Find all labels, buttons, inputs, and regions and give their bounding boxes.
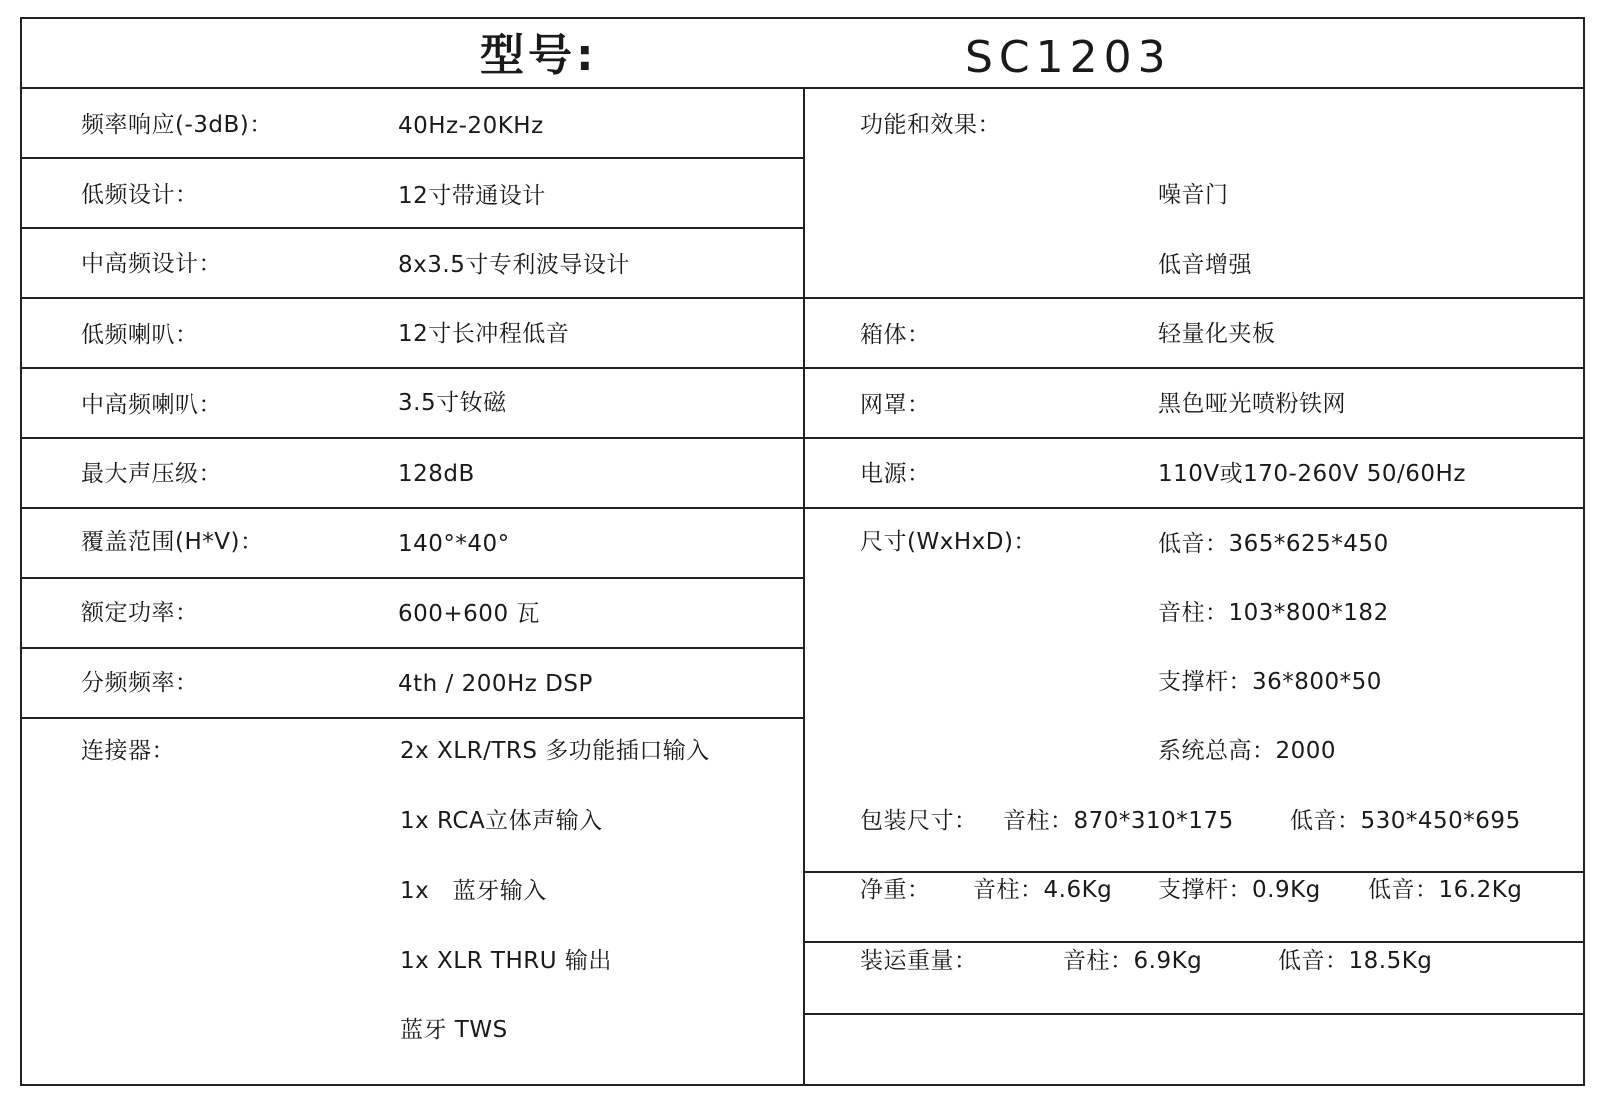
spec-label-cabinet: 箱体： — [860, 322, 931, 348]
right-row-divider — [803, 1013, 1585, 1015]
model-label: 型号: — [480, 30, 598, 81]
spec-value-rated-power: 600+600 瓦 — [398, 601, 540, 627]
spec-label-connectors: 连接器： — [81, 738, 175, 764]
connector-item: 1x RCA立体声输入 — [400, 808, 603, 834]
spec-label-shipping-weight: 装运重量： — [860, 948, 978, 974]
left-row-divider — [20, 577, 804, 579]
net-weight-pole: 支撑杆：0.9Kg — [1158, 877, 1321, 903]
right-row-divider — [803, 871, 1585, 873]
spec-value-cabinet: 轻量化夹板 — [1158, 321, 1276, 347]
connector-item: 2x XLR/TRS 多功能插口输入 — [400, 738, 710, 764]
connector-item: 蓝牙 TWS — [400, 1017, 508, 1043]
spec-value-mid-high-driver: 3.5寸钕磁 — [398, 390, 507, 416]
left-row-divider — [20, 227, 804, 229]
connector-item: 1x 蓝牙输入 — [400, 878, 547, 904]
spec-label-rated-power: 额定功率： — [81, 600, 199, 626]
shipping-weight-column: 音柱：6.9Kg — [1063, 948, 1203, 974]
dimension-item: 支撑杆：36*800*50 — [1158, 669, 1382, 695]
dimension-item: 系统总高：2000 — [1158, 738, 1337, 764]
spec-label-net-weight: 净重： — [860, 877, 931, 903]
spec-label-crossover: 分频频率： — [81, 670, 199, 696]
spec-value-mid-high-design: 8x3.5寸专利波导设计 — [398, 252, 630, 278]
spec-label-features: 功能和效果： — [860, 112, 1001, 138]
spec-value-grille: 黑色哑光喷粉铁网 — [1158, 391, 1346, 417]
spec-label-power: 电源： — [860, 461, 931, 487]
net-weight-column: 音柱：4.6Kg — [973, 877, 1113, 903]
spec-value-low-driver: 12寸长冲程低音 — [398, 321, 570, 347]
spec-label-packing: 包装尺寸： — [860, 808, 978, 834]
packing-bass: 低音：530*450*695 — [1290, 808, 1521, 834]
spec-value-low-design: 12寸带通设计 — [398, 183, 546, 209]
column-divider — [803, 87, 805, 1086]
left-row-divider — [20, 157, 804, 159]
connector-item: 1x XLR THRU 输出 — [400, 948, 612, 974]
spec-value-frequency-response: 40Hz-20KHz — [398, 113, 544, 139]
feature-item: 低音增强 — [1158, 252, 1252, 278]
spec-value-coverage: 140°*40° — [398, 531, 510, 557]
packing-column: 音柱：870*310*175 — [1003, 808, 1234, 834]
spec-label-frequency-response: 频率响应(-3dB)： — [81, 112, 273, 138]
spec-label-mid-high-driver: 中高频喇叭： — [81, 392, 222, 418]
spec-label-mid-high-design: 中高频设计： — [81, 251, 222, 277]
shipping-weight-bass: 低音：18.5Kg — [1278, 948, 1433, 974]
right-row-divider — [803, 941, 1585, 943]
net-weight-bass: 低音：16.2Kg — [1368, 877, 1523, 903]
dimension-item: 低音：365*625*450 — [1158, 531, 1389, 557]
spec-label-low-driver: 低频喇叭： — [81, 322, 199, 348]
spec-value-max-spl: 128dB — [398, 461, 475, 487]
spec-label-low-design: 低频设计： — [81, 182, 199, 208]
left-row-divider — [20, 717, 804, 719]
spec-label-grille: 网罩： — [860, 392, 931, 418]
spec-value-power: 110V或170-260V 50/60Hz — [1158, 461, 1466, 487]
spec-label-max-spl: 最大声压级： — [81, 461, 222, 487]
spec-label-coverage: 覆盖范围(H*V)： — [81, 529, 264, 555]
feature-item: 噪音门 — [1158, 182, 1229, 208]
model-number: SC1203 — [965, 32, 1172, 83]
spec-value-crossover: 4th / 200Hz DSP — [398, 671, 593, 697]
spec-label-dimensions: 尺寸(WxHxD)： — [860, 529, 1037, 555]
dimension-item: 音柱：103*800*182 — [1158, 600, 1389, 626]
left-row-divider — [20, 647, 804, 649]
